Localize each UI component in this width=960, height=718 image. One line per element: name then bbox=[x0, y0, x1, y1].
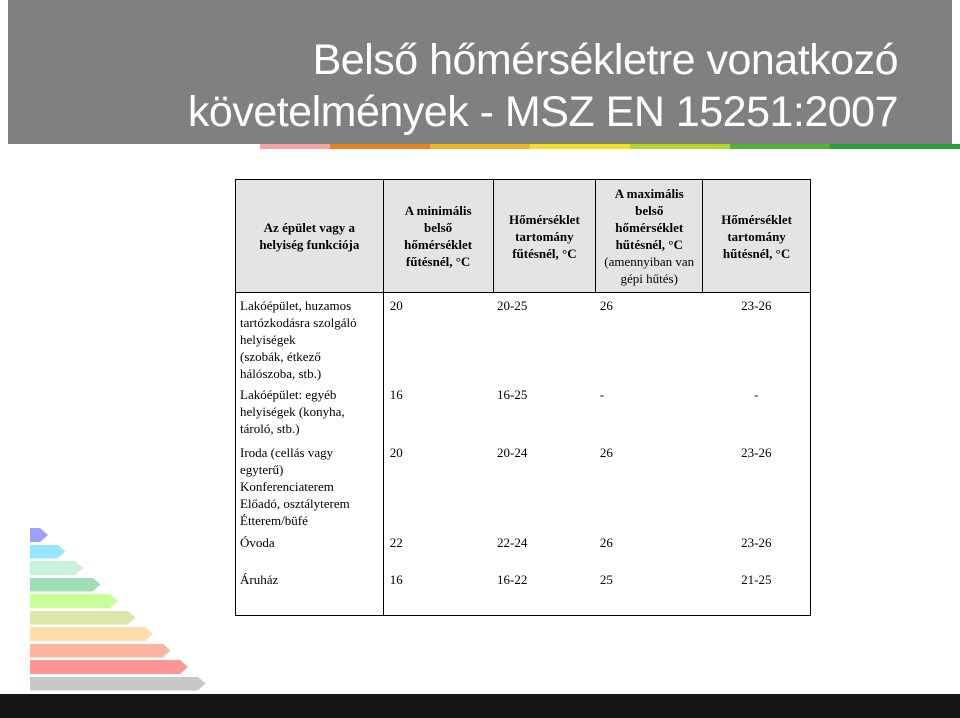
table-row bbox=[236, 440, 811, 530]
stripe-segment bbox=[830, 144, 960, 149]
text-line: A maximális bbox=[614, 186, 684, 201]
text-line: tartomány bbox=[515, 228, 574, 244]
cell-min-heating: 20 bbox=[389, 298, 403, 313]
cell-min-heating: 16 bbox=[389, 387, 403, 402]
energy-scale-bar bbox=[30, 594, 118, 608]
cell-max-cooling: 26 bbox=[599, 535, 613, 550]
text-line: gépi hűtés) bbox=[620, 271, 678, 286]
header-max-cooling bbox=[596, 180, 703, 293]
text-line: belső bbox=[635, 203, 664, 218]
text-line: helyiségek (konyha, bbox=[240, 404, 345, 419]
text-line: fűtésnél, °C bbox=[405, 254, 471, 269]
page-title bbox=[138, 34, 898, 138]
title-line-1: Belső hőmérsékletre vonatkozó bbox=[312, 36, 898, 84]
energy-scale-bar bbox=[30, 561, 83, 575]
stripe-segment bbox=[530, 144, 630, 149]
text-line: fűtésnél, °C bbox=[512, 245, 577, 261]
cell-min-heating: 22 bbox=[389, 535, 403, 550]
stripe-segment bbox=[430, 144, 530, 149]
cell-max-cooling: 26 bbox=[599, 445, 613, 460]
cell-heating-range: 20-24 bbox=[497, 445, 528, 460]
text-line: Hőmérséklet bbox=[721, 211, 792, 227]
cell-heating-range: 20-25 bbox=[497, 298, 528, 313]
header-cooling-range bbox=[703, 180, 811, 293]
cell-heating-range: 16-25 bbox=[497, 387, 528, 402]
cell-cooling-range: 21-25 bbox=[703, 567, 811, 615]
cell-heating-range: 22-24 bbox=[497, 535, 528, 550]
text-line: Az épület vagy a bbox=[263, 220, 356, 235]
stripe-segment bbox=[730, 144, 830, 149]
text-line: A minimális bbox=[404, 203, 472, 218]
text-line: hűtésnél, °C bbox=[615, 237, 683, 252]
cell-cooling-range: 23-26 bbox=[703, 293, 811, 383]
table-row bbox=[236, 530, 811, 567]
cell-min-heating: 20 bbox=[389, 445, 403, 460]
header-heating-range bbox=[493, 180, 596, 293]
bottom-bar bbox=[0, 694, 960, 718]
header-function bbox=[236, 180, 384, 293]
text-line: tartomány bbox=[727, 228, 786, 244]
table-row bbox=[236, 293, 811, 383]
cell-cooling-range: 23-26 bbox=[703, 530, 811, 567]
text-line: (szobák, étkező bbox=[240, 349, 321, 364]
text-line: tartózkodásra szolgáló bbox=[240, 315, 357, 330]
requirements-table bbox=[235, 179, 811, 616]
cell-min-heating: 16 bbox=[383, 567, 493, 615]
cell-function bbox=[236, 530, 384, 567]
text-line: hőmérséklet bbox=[404, 237, 473, 252]
table-header-row bbox=[236, 180, 811, 293]
text-line: Étterem/büfé bbox=[240, 513, 308, 528]
cell-max-cooling: - bbox=[599, 387, 605, 402]
energy-scale-bar bbox=[30, 528, 48, 542]
text-line: belső bbox=[424, 220, 453, 235]
text-line: (amennyiban van bbox=[604, 254, 695, 269]
text-line: hálószoba, stb.) bbox=[240, 366, 322, 381]
cell-cooling-range: - bbox=[703, 382, 811, 440]
text-line: Konferenciaterem bbox=[240, 479, 334, 494]
text-line: Hőmérséklet bbox=[509, 211, 580, 227]
text-line: egyterű) bbox=[240, 462, 284, 477]
header-max-cooling-label bbox=[599, 185, 699, 253]
text-line: Áruház bbox=[240, 572, 279, 587]
text-line: Iroda (cellás vagy bbox=[240, 445, 334, 460]
cell-cooling-range: 23-26 bbox=[703, 440, 811, 530]
text-line: Lakóépület, huzamos bbox=[240, 298, 352, 313]
cell-max-cooling: 26 bbox=[599, 298, 613, 313]
stripe-segment bbox=[330, 144, 430, 149]
cell-function bbox=[236, 567, 384, 615]
text-line: hűtésnél, °C bbox=[722, 245, 791, 261]
text-line: helyiségek bbox=[240, 332, 296, 347]
energy-scale-bar bbox=[30, 644, 171, 658]
cell-function bbox=[236, 440, 384, 530]
cell-function bbox=[236, 382, 384, 440]
energy-scale-bar bbox=[30, 627, 153, 641]
energy-scale-bar bbox=[30, 660, 188, 674]
header-max-cooling-note bbox=[599, 253, 699, 287]
header-min-heating bbox=[383, 180, 493, 293]
title-line-2: követelmények - MSZ EN 15251:2007 bbox=[187, 88, 898, 136]
stripe-segment bbox=[630, 144, 730, 149]
text-line: helyiség funkciója bbox=[259, 237, 360, 252]
text-line: Lakóépület: egyéb bbox=[240, 387, 337, 402]
cell-max-cooling: 25 bbox=[596, 567, 703, 615]
cell-heating-range: 16-22 bbox=[493, 567, 596, 615]
stripe-segment bbox=[260, 144, 330, 149]
table-row bbox=[236, 567, 811, 615]
energy-scale-bar bbox=[30, 611, 136, 625]
cell-function bbox=[236, 293, 384, 383]
energy-scale-bar bbox=[30, 677, 206, 691]
text-line: Előadó, osztályterem bbox=[240, 496, 350, 511]
text-line: Óvoda bbox=[240, 535, 275, 550]
energy-scale-bar bbox=[30, 545, 66, 559]
text-line: tároló, stb.) bbox=[240, 421, 300, 436]
table-row bbox=[236, 382, 811, 440]
text-line: hőmérséklet bbox=[615, 220, 684, 235]
energy-scale-bar bbox=[30, 578, 101, 592]
